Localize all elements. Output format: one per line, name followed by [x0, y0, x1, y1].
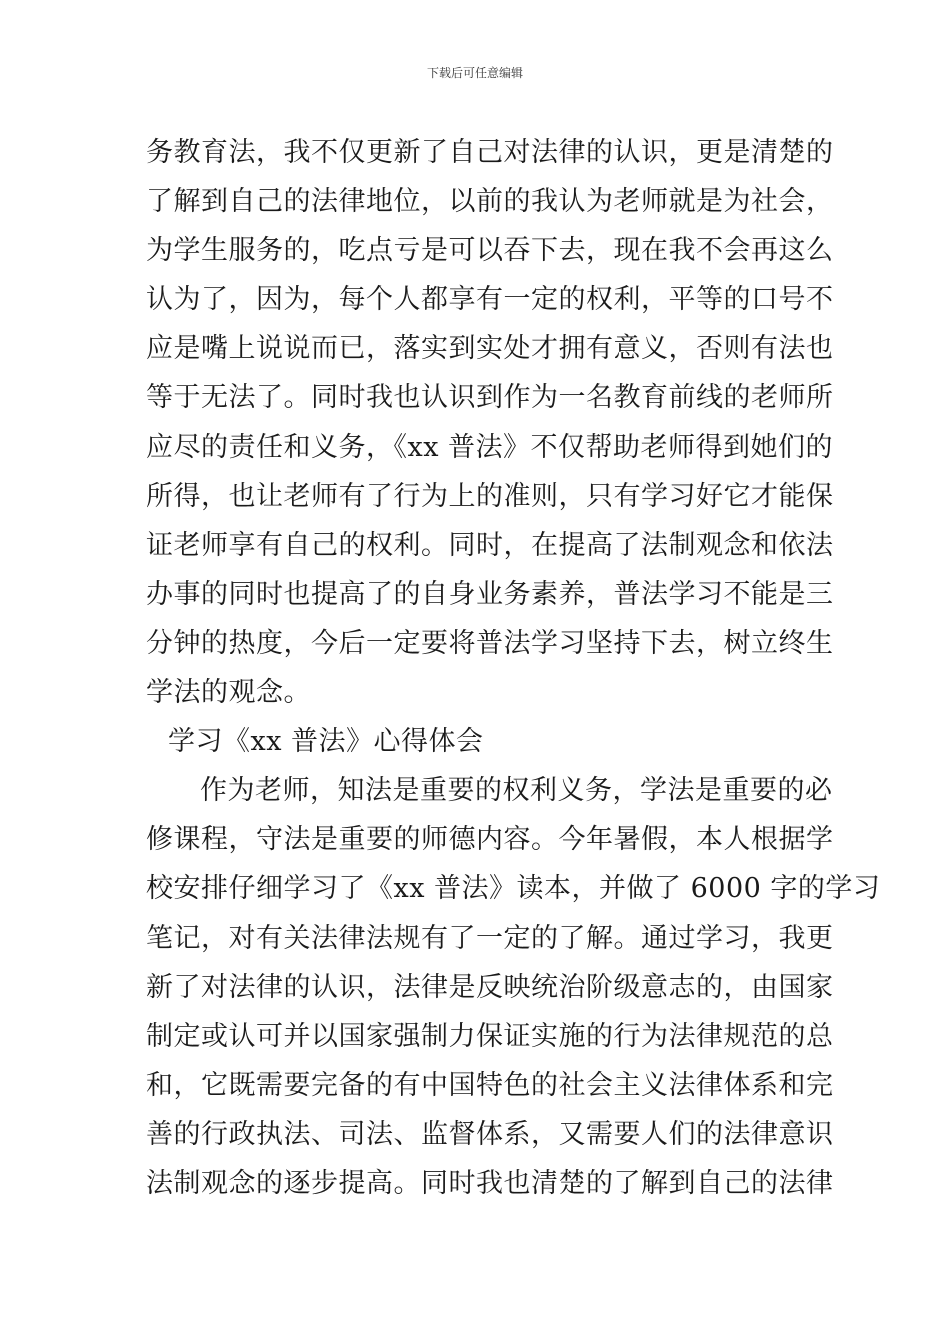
- text-line: 笔记，对有关法律法规有了一定的了解。通过学习，我更: [146, 922, 834, 954]
- text-line: 学法的观念。: [146, 677, 311, 709]
- text-line: 修课程，守法是重要的师德内容。今年暑假，本人根据学: [146, 824, 834, 856]
- document-body: [146, 128, 881, 1208]
- text-line: 务教育法，我不仅更新了自己对法律的认识，更是清楚的: [146, 137, 834, 168]
- text-line: 所得，也让老师有了行为上的准则，只有学习好它才能保: [146, 480, 834, 512]
- text-line: 证老师享有自己的权利。同时，在提高了法制观念和依法: [146, 529, 834, 561]
- text-line: 等于无法了。同时我也认识到作为一名教育前线的老师所: [146, 382, 834, 414]
- text-line: 应是嘴上说说而已，落实到实处才拥有意义，否则有法也: [146, 333, 834, 365]
- text-line: 新了对法律的认识，法律是反映统治阶级意志的，由国家: [146, 971, 834, 1003]
- text-line: 和，它既需要完备的有中国特色的社会主义法律体系和完: [146, 1069, 834, 1101]
- text-line: 法制观念的逐步提高。同时我也清楚的了解到自己的法律: [146, 1167, 834, 1199]
- text-line: 应尽的责任和义务，《xx 普法》不仅帮助老师得到她们的: [146, 431, 834, 463]
- text-line: 分钟的热度，今后一定要将普法学习坚持下去，树立终生: [146, 627, 834, 659]
- text-line: 校安排仔细学习了《xx 普法》读本，并做了 6000 字的学习: [146, 873, 881, 905]
- section-heading: 学习《xx 普法》心得体会: [168, 726, 484, 758]
- text-line: 办事的同时也提高了的自身业务素养，普法学习不能是三: [146, 578, 834, 610]
- text-line: 了解到自己的法律地位，以前的我认为老师就是为社会，: [146, 186, 834, 218]
- page-header-note: 下载后可任意编辑: [426, 66, 523, 80]
- text-line: 认为了，因为，每个人都享有一定的权利，平等的口号不: [146, 284, 834, 316]
- text-line: 为学生服务的，吃点亏是可以吞下去，现在我不会再这么: [146, 235, 834, 267]
- text-line: 善的行政执法、司法、监督体系，又需要人们的法律意识: [146, 1118, 834, 1150]
- paragraph-first-line: 作为老师，知法是重要的权利义务，学法是重要的必: [200, 775, 833, 807]
- text-line: 制定或认可并以国家强制力保证实施的行为法律规范的总: [146, 1020, 834, 1052]
